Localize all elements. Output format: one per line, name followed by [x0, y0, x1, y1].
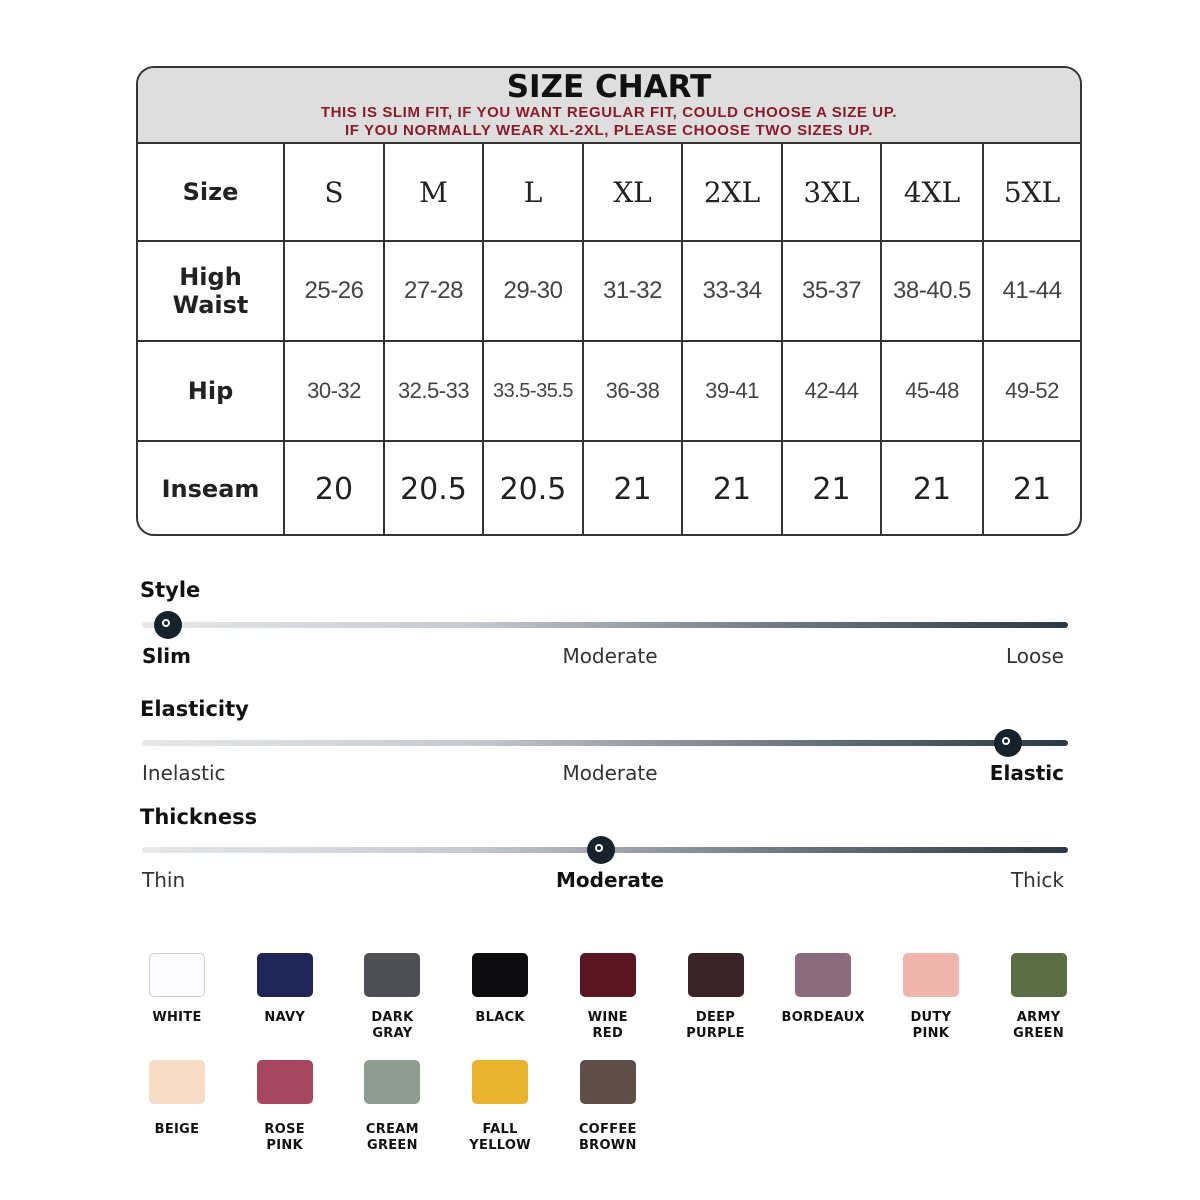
elasticity-slider-left-label: Inelastic: [142, 761, 226, 785]
swatch-label-line2: GREEN: [1013, 1026, 1064, 1041]
style-slider-middle-label: Moderate: [562, 644, 658, 668]
inseam-row: [138, 441, 1080, 536]
hip-row: [138, 341, 1080, 441]
table-cell: 27-28: [384, 241, 483, 341]
thickness-slider-middle-label: Moderate: [555, 868, 665, 892]
high-waist-row: [138, 241, 1080, 341]
swatch-label-coffee-brown: [553, 1122, 663, 1154]
size-table: [138, 144, 1080, 536]
swatch-black[interactable]: [472, 953, 528, 997]
size-chart-note-1: THIS IS SLIM FIT, IF YOU WANT REGULAR FIT, COULD CHOOSE A SIZE UP.: [320, 104, 898, 121]
swatch-white[interactable]: [149, 953, 205, 997]
elasticity-slider-track: [142, 740, 1068, 746]
table-cell: 42-44: [782, 341, 881, 441]
swatch-label-fall-yellow: [445, 1122, 555, 1154]
high-waist-label: [138, 241, 284, 341]
table-cell: 36-38: [583, 341, 682, 441]
swatch-label-line2: RED: [592, 1026, 624, 1041]
table-cell: 30-32: [284, 341, 384, 441]
size-4XL: 4XL: [881, 144, 983, 241]
inseam-label: Inseam: [138, 441, 284, 536]
swatch-fall-yellow[interactable]: [472, 1060, 528, 1104]
swatch-label-line1: COFFEE: [578, 1122, 637, 1137]
swatch-label-line2: PINK: [912, 1026, 950, 1041]
size-header-label: Size: [138, 144, 284, 241]
size-2XL: 2XL: [682, 144, 782, 241]
table-cell: 45-48: [881, 341, 983, 441]
swatch-label-line2: GREEN: [366, 1138, 418, 1153]
swatch-label-duty-pink: [876, 1010, 986, 1042]
swatch-label-line2: PINK: [266, 1138, 303, 1153]
size-chart-header: [138, 68, 1080, 144]
table-cell: 21: [881, 441, 983, 536]
table-cell: 35-37: [782, 241, 881, 341]
table-cell: 21: [682, 441, 782, 536]
swatch-label-line2: BROWN: [578, 1138, 637, 1153]
size-L: L: [483, 144, 583, 241]
swatch-label-army-green: [984, 1010, 1094, 1042]
table-cell: 33-34: [682, 241, 782, 341]
size-5XL: 5XL: [983, 144, 1080, 241]
swatch-label-rose-pink: [230, 1122, 340, 1154]
swatch-label-black: [445, 1010, 555, 1026]
thickness-slider-thumb: [587, 836, 615, 864]
swatch-label-line1: WINE: [587, 1010, 628, 1025]
swatch-label-dark-gray: [337, 1010, 447, 1042]
swatch-label-beige: [122, 1122, 232, 1138]
table-cell: 20.5: [384, 441, 483, 536]
table-cell: 21: [583, 441, 682, 536]
swatch-deep-purple[interactable]: [688, 953, 744, 997]
swatch-label-line2: GRAY: [372, 1026, 413, 1041]
swatch-label-cream-green: [337, 1122, 447, 1154]
thickness-slider-right-label: Thick: [1010, 868, 1064, 892]
swatch-label-line1: NAVY: [264, 1010, 306, 1025]
size-chart-title: SIZE CHART: [506, 69, 712, 105]
style-slider: [140, 578, 1070, 668]
swatch-label-line1: ROSE: [264, 1122, 305, 1137]
swatch-navy[interactable]: [257, 953, 313, 997]
style-slider-right-label: Loose: [1006, 644, 1064, 668]
table-cell: 20.5: [483, 441, 583, 536]
swatch-coffee-brown[interactable]: [580, 1060, 636, 1104]
swatch-dark-gray[interactable]: [364, 953, 420, 997]
size-header-row: [138, 144, 1080, 241]
style-slider-left-label: Slim: [142, 644, 191, 668]
swatch-label-line2: PURPLE: [686, 1026, 745, 1041]
swatch-label-line1: DUTY: [910, 1010, 952, 1025]
swatch-label-bordeaux: [768, 1010, 878, 1026]
thickness-slider-title: Thickness: [140, 805, 258, 829]
elasticity-slider: [140, 697, 1070, 787]
size-M: M: [384, 144, 483, 241]
table-cell: 33.5-35.5: [483, 341, 583, 441]
swatch-label-navy: [230, 1010, 340, 1026]
size-chart: [136, 66, 1082, 536]
table-cell: 39-41: [682, 341, 782, 441]
swatch-army-green[interactable]: [1011, 953, 1067, 997]
table-cell: 41-44: [983, 241, 1080, 341]
swatch-label-white: [122, 1010, 232, 1026]
swatch-label-line1: WHITE: [152, 1010, 202, 1025]
hip-label: Hip: [138, 341, 284, 441]
elasticity-slider-middle-label: Moderate: [562, 761, 658, 785]
style-slider-title: Style: [140, 578, 201, 602]
swatch-rose-pink[interactable]: [257, 1060, 313, 1104]
swatch-beige[interactable]: [149, 1060, 205, 1104]
swatch-bordeaux[interactable]: [795, 953, 851, 997]
size-3XL: 3XL: [782, 144, 881, 241]
swatch-label-line1: CREAM: [365, 1122, 419, 1137]
table-cell: 38-40.5: [881, 241, 983, 341]
style-slider-thumb: [154, 611, 182, 639]
table-cell: 31-32: [583, 241, 682, 341]
swatch-label-wine-red: [553, 1010, 663, 1042]
elasticity-slider-right-label: Elastic: [989, 761, 1064, 785]
table-cell: 21: [782, 441, 881, 536]
swatch-label-line1: ARMY: [1016, 1010, 1061, 1025]
size-XL: XL: [583, 144, 682, 241]
elasticity-slider-thumb: [994, 729, 1022, 757]
table-cell: 20: [284, 441, 384, 536]
swatch-wine-red[interactable]: [580, 953, 636, 997]
size-S: S: [284, 144, 384, 241]
swatch-duty-pink[interactable]: [903, 953, 959, 997]
thickness-slider-left-label: Thin: [142, 868, 186, 892]
swatch-label-line1: DEEP: [695, 1010, 736, 1025]
size-chart-note-2: IF YOU NORMALLY WEAR XL-2XL, PLEASE CHOOSE TWO SIZES UP.: [344, 122, 874, 139]
thickness-slider: [140, 805, 1070, 895]
swatch-label-line1: BLACK: [475, 1010, 525, 1025]
swatch-label-line1: DARK: [371, 1010, 414, 1025]
table-cell: 32.5-33: [384, 341, 483, 441]
swatch-label-deep-purple: [661, 1010, 771, 1042]
high-waist-label-line2: Waist: [172, 291, 249, 319]
style-slider-track: [142, 622, 1068, 628]
table-cell: 21: [983, 441, 1080, 536]
swatch-label-line1: BEIGE: [154, 1122, 200, 1137]
table-cell: 29-30: [483, 241, 583, 341]
swatch-cream-green[interactable]: [364, 1060, 420, 1104]
swatch-label-line1: FALL: [482, 1122, 518, 1137]
table-cell: 49-52: [983, 341, 1080, 441]
swatch-label-line1: BORDEAUX: [781, 1010, 865, 1025]
table-cell: 25-26: [284, 241, 384, 341]
swatch-label-line2: YELLOW: [469, 1138, 531, 1153]
high-waist-label-line1: High: [179, 263, 242, 291]
elasticity-slider-title: Elasticity: [140, 697, 249, 721]
